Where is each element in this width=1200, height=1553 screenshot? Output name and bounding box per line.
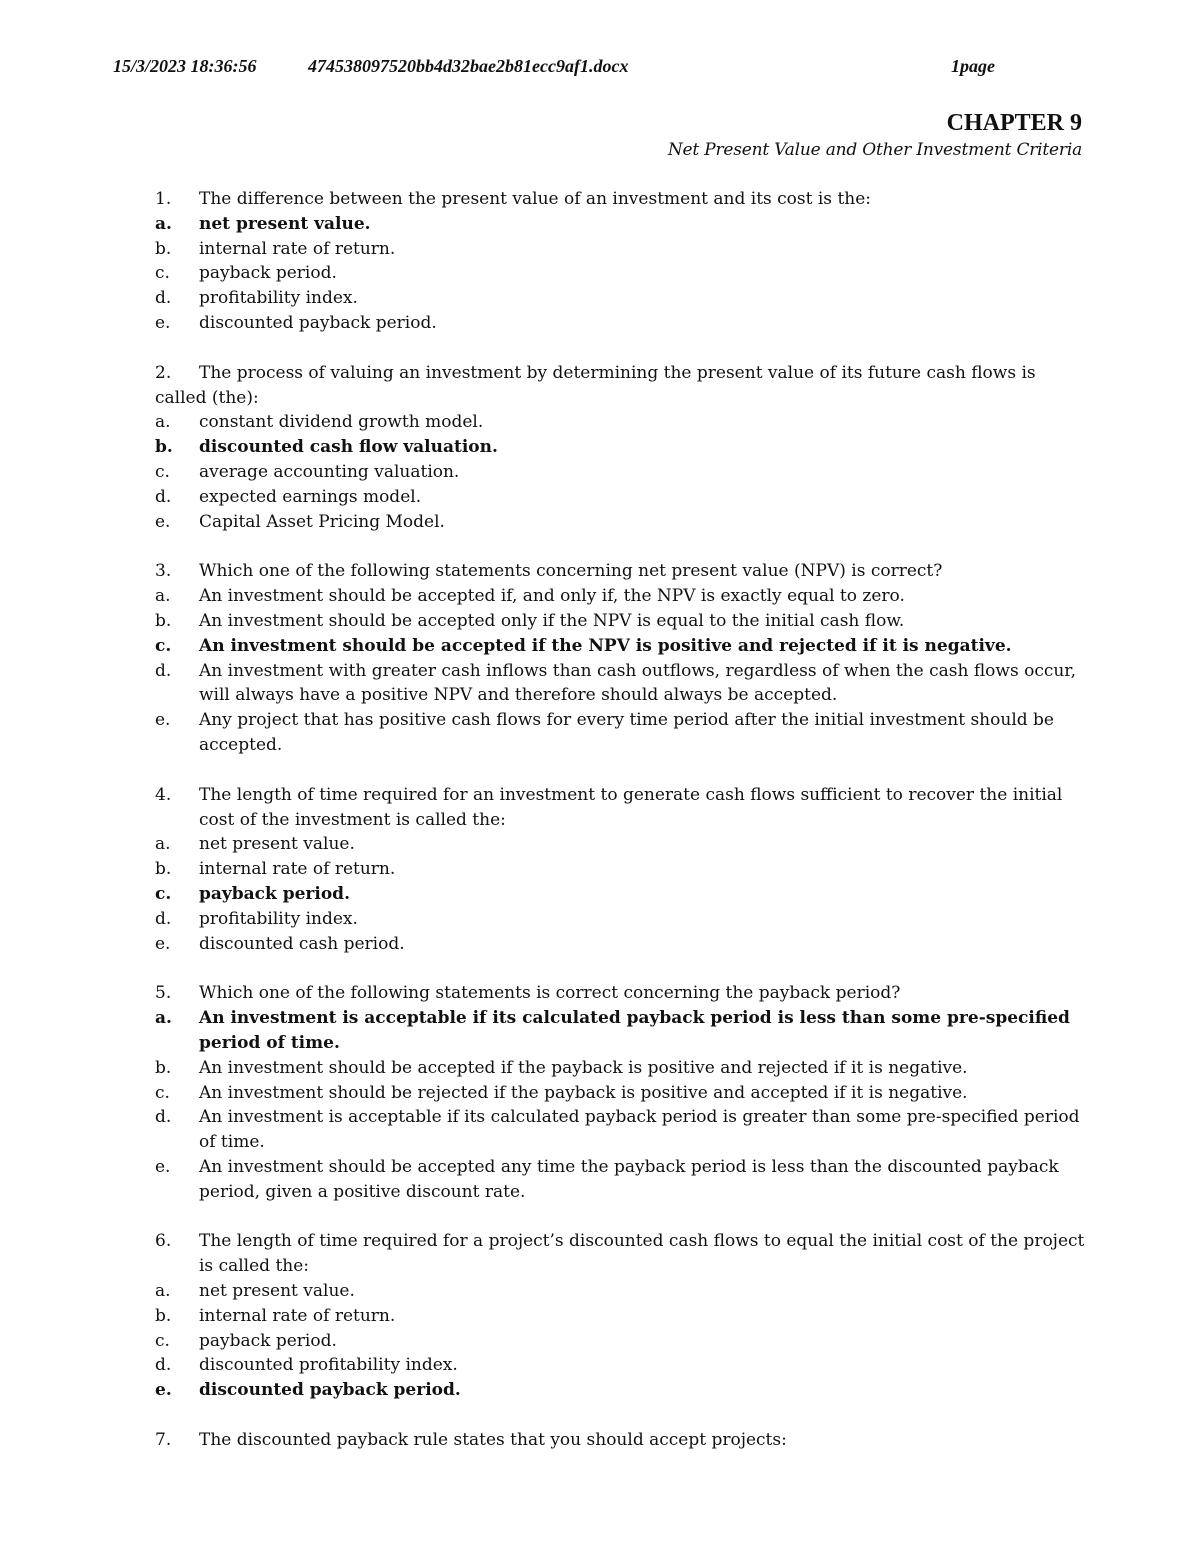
answer-option [155,485,1085,510]
question-number: 7. [155,1430,172,1451]
option-text: profitability index. [199,908,358,929]
answer-option [155,1279,1085,1304]
question-stem [155,981,1085,1006]
option-letter: b. [155,859,172,880]
header-date: 15/3/2023 18:36:56 [113,56,257,76]
answer-option [155,1329,1085,1354]
option-text: net present value. [199,834,355,855]
question-number: 3. [155,561,172,582]
option-text: An investment should be accepted if the NPV is positive and rejected if it is negative. [199,635,1012,656]
answer-option [155,237,1085,262]
answer-option-correct [155,1006,1085,1056]
answer-option [155,932,1085,957]
option-letter: a. [155,412,171,433]
option-text: An investment should be accepted only if the NPV is equal to the initial cash flow. [199,610,905,631]
option-letter: d. [155,660,172,681]
answer-option [155,907,1085,932]
answer-option-correct [155,1378,1085,1403]
option-letter: a. [155,1008,172,1029]
option-letter: b. [155,238,172,259]
option-text: payback period. [199,883,350,904]
question-text: The length of time required for an investment to generate cash flows sufficient to recover the initial cost of the investment is called the: [199,784,1063,830]
answer-option [155,659,1085,709]
question-stem [155,783,1085,833]
answer-option [155,460,1085,485]
option-letter: e. [155,710,171,731]
option-letter: c. [155,461,170,482]
option-letter: e. [155,1380,172,1401]
answer-option [155,584,1085,609]
question-list [155,187,1085,1478]
question-stem [155,1229,1085,1279]
question-2 [155,361,1085,535]
chapter-title: CHAPTER 9 [946,110,1082,136]
option-text: An investment with greater cash inflows than cash outflows, regardless of when the cash flows occur, will always have a positive NPV and therefore should always be accepted. [199,660,1076,706]
option-letter: c. [155,635,172,656]
option-letter: b. [155,610,172,631]
option-letter: a. [155,586,171,607]
question-5 [155,981,1085,1204]
answer-option [155,708,1085,758]
option-letter: b. [155,437,173,458]
option-text: An investment is acceptable if its calculated payback period is greater than some pre-specified period of time. [199,1107,1080,1153]
option-letter: a. [155,1281,171,1302]
question-text: The discounted payback rule states that you should accept projects: [199,1430,787,1451]
option-letter: c. [155,1082,170,1103]
option-text: Capital Asset Pricing Model. [199,511,445,532]
answer-option [155,1105,1085,1155]
answer-option [155,1353,1085,1378]
option-text: expected earnings model. [199,486,422,507]
header-filename: 474538097520bb4d32bae2b81ecc9af1.docx [308,56,629,76]
question-text: The process of valuing an investment by determining the present value of its future cash flows is called (the): [155,362,1036,408]
option-letter: d. [155,1107,172,1128]
option-letter: c. [155,1330,170,1351]
answer-option-correct [155,435,1085,460]
option-letter: b. [155,1057,172,1078]
option-text: An investment should be accepted if the payback is positive and rejected if it is negative. [199,1057,968,1078]
answer-option [155,1155,1085,1205]
option-text: internal rate of return. [199,1305,396,1326]
answer-option [155,1304,1085,1329]
answer-option-correct [155,634,1085,659]
option-text: net present value. [199,1281,355,1302]
answer-option [155,609,1085,634]
answer-option [155,261,1085,286]
option-text: internal rate of return. [199,238,396,259]
question-stem [155,187,1085,212]
header-page-number: 1page [951,56,995,76]
chapter-subtitle: Net Present Value and Other Investment Criteria [667,140,1082,160]
option-letter: d. [155,486,172,507]
option-text: discounted cash period. [199,933,405,954]
answer-option [155,1056,1085,1081]
question-number: 5. [155,983,172,1004]
option-text: net present value. [199,213,371,234]
question-stem [155,559,1085,584]
option-text: profitability index. [199,288,358,309]
answer-option-correct [155,882,1085,907]
question-7 [155,1428,1085,1453]
question-1 [155,187,1085,336]
option-text: payback period. [199,263,337,284]
answer-option [155,311,1085,336]
answer-option [155,410,1085,435]
question-6 [155,1229,1085,1403]
question-stem [155,1428,1085,1453]
option-text: An investment should be accepted any time the payback period is less than the discounted payback period, given a positive discount rate. [199,1156,1059,1202]
option-letter: d. [155,288,172,309]
question-text: The difference between the present value of an investment and its cost is the: [199,189,872,209]
question-text: The length of time required for a project’s discounted cash flows to equal the initial cost of the project is called the: [199,1231,1085,1277]
option-letter: c. [155,883,172,904]
answer-option [155,1081,1085,1106]
answer-option-correct [155,212,1085,237]
option-letter: e. [155,312,171,333]
question-number: 2. [155,362,172,383]
option-text: payback period. [199,1330,337,1351]
answer-option [155,832,1085,857]
option-letter: b. [155,1305,172,1326]
option-letter: e. [155,511,171,532]
option-text: An investment should be rejected if the payback is positive and accepted if it is negative. [199,1082,968,1103]
question-number: 1. [155,189,172,209]
question-4 [155,783,1085,957]
option-text: constant dividend growth model. [199,412,484,433]
answer-option [155,286,1085,311]
option-letter: e. [155,1156,171,1177]
option-text: discounted payback period. [199,312,437,333]
answer-option [155,857,1085,882]
option-letter: d. [155,908,172,929]
question-number: 4. [155,784,172,805]
answer-option [155,510,1085,535]
option-text: internal rate of return. [199,859,396,880]
question-stem [155,361,1085,411]
option-letter: a. [155,834,171,855]
question-text: Which one of the following statements is correct concerning the payback period? [199,983,901,1004]
option-letter: d. [155,1355,172,1376]
question-3 [155,559,1085,757]
question-text: Which one of the following statements concerning net present value (NPV) is correct? [199,561,943,582]
option-letter: e. [155,933,171,954]
option-text: discounted cash flow valuation. [199,437,498,458]
option-text: An investment is acceptable if its calculated payback period is less than some pre-specified period of time. [199,1008,1070,1053]
option-letter: a. [155,213,172,234]
option-text: Any project that has positive cash flows for every time period after the initial investment should be accepted. [199,710,1054,755]
option-text: An investment should be accepted if, and only if, the NPV is exactly equal to zero. [199,586,905,607]
option-text: discounted profitability index. [199,1355,458,1376]
option-text: average accounting valuation. [199,461,460,482]
option-letter: c. [155,263,170,284]
question-number: 6. [155,1231,172,1252]
option-text: discounted payback period. [199,1380,461,1401]
